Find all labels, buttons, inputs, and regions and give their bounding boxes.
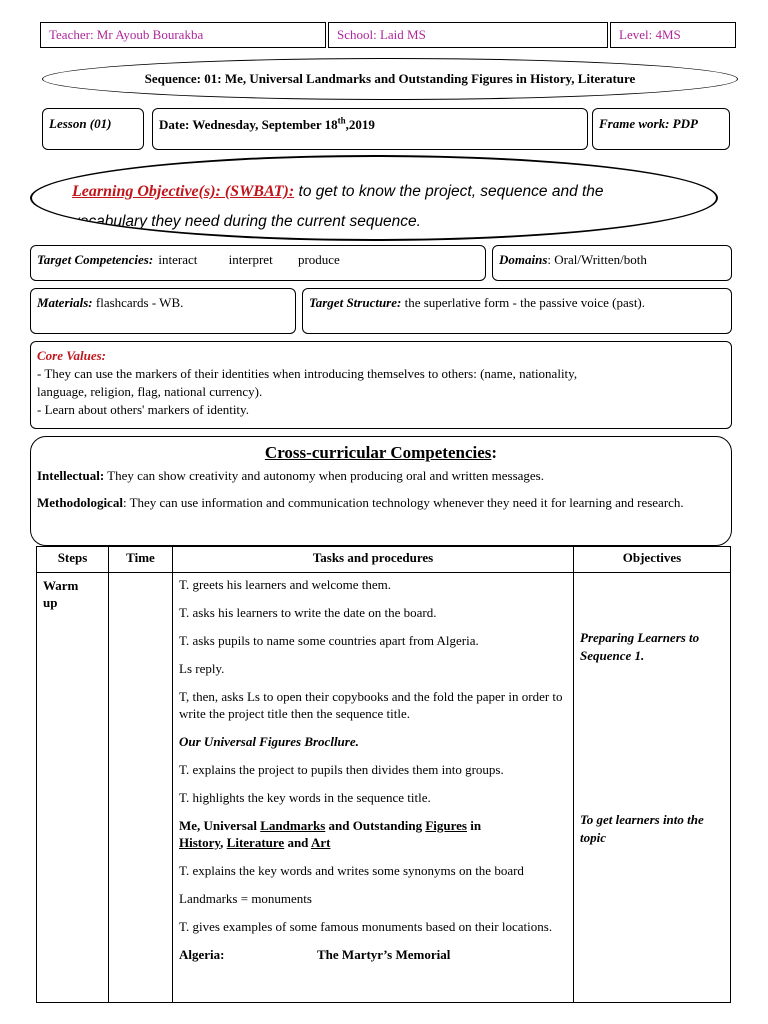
competencies-label: Target Competencies: <box>37 252 154 267</box>
title-keyword: History <box>179 835 221 850</box>
task-line: T. asks his learners to write the date on the board. <box>179 605 437 620</box>
teacher-cell <box>40 22 326 48</box>
example-line <box>173 946 573 963</box>
objective-item: Preparing Learners to Sequence 1. <box>580 630 700 663</box>
structure-box <box>302 288 732 334</box>
task-line: T. explains the project to pupils then divides them into groups. <box>179 762 504 777</box>
task-line: T, then, asks Ls to open their copybooks and the fold the paper in order to write the project title then the sequence title. <box>179 689 563 721</box>
sequence-title-line <box>173 817 573 851</box>
competency-interpret: interpret <box>228 252 273 267</box>
sequence-title: Sequence: 01: Me, Universal Landmarks and Outstanding Figures in History, Literature <box>144 71 636 86</box>
header-time: Time <box>109 547 173 573</box>
title-part: , <box>220 835 227 850</box>
task-line: Ls reply. <box>179 661 225 676</box>
table-header-row <box>37 547 731 573</box>
title-part: Me, Universal <box>179 818 261 833</box>
core-values-box <box>30 341 732 429</box>
task-line: T. gives examples of some famous monuments based on their locations. <box>179 919 553 934</box>
task-line: T. asks pupils to name some countries apart from Algeria. <box>179 633 479 648</box>
cross-title-text: Cross-curricular Competencies <box>264 443 492 462</box>
time-cell <box>109 573 173 1003</box>
competencies-box <box>30 245 486 281</box>
intellectual-text: They can show creativity and autonomy when producing oral and written messages. <box>104 468 544 483</box>
date-sup: th <box>337 116 346 126</box>
materials-box <box>30 288 296 334</box>
date-box <box>152 108 588 150</box>
methodological-label: Methodological <box>37 495 123 510</box>
framework-box <box>592 108 730 150</box>
school-cell <box>328 22 608 48</box>
task-line: Landmarks = monuments <box>179 891 312 906</box>
date-year: ,2019 <box>345 117 375 133</box>
task-line: T. highlights the key words in the sequence title. <box>179 790 431 805</box>
methodological-line <box>37 494 725 512</box>
title-keyword: Landmarks <box>260 818 326 833</box>
objective-label: Learning Objective(s): (SWBAT): <box>72 183 295 200</box>
materials-label: Materials: <box>37 295 93 310</box>
structure-label: Target Structure: <box>309 295 402 310</box>
cross-curricular-title <box>37 443 725 463</box>
level-text: Level: 4MS <box>619 27 681 42</box>
objectives-cell <box>574 573 731 1003</box>
cross-title-colon: : <box>491 443 498 462</box>
header-objectives: Objectives <box>574 547 731 573</box>
lesson-box <box>42 108 144 150</box>
task-line: T. greets his learners and welcome them. <box>179 577 392 592</box>
title-keyword: Figures <box>425 818 467 833</box>
teacher-text: Teacher: Mr Ayoub Bourakba <box>49 27 204 42</box>
example-monument: The Martyr’s Memorial <box>317 947 451 962</box>
objective-ellipse <box>30 155 718 241</box>
project-title: Our Universal Figures Brocllure. <box>179 734 359 749</box>
header-tasks: Tasks and procedures <box>173 547 574 573</box>
core-values-line: - They can use the markers of their identities when introducing themselves to others: (name, nationality, <box>37 366 578 381</box>
intellectual-label: Intellectual: <box>37 468 105 483</box>
task-line: T. explains the key words and writes some synonyms on the board <box>179 863 524 878</box>
cross-curricular-box <box>30 436 732 546</box>
table-row <box>37 573 731 1003</box>
objective-line2: vocabulary they need during the current sequence. <box>72 213 421 230</box>
materials-value: flashcards - WB. <box>92 295 184 310</box>
title-keyword: Literature <box>226 835 285 850</box>
domains-label: Domains <box>499 252 548 267</box>
procedure-table <box>36 546 731 1003</box>
intellectual-line <box>37 467 725 485</box>
title-part: in <box>467 818 482 833</box>
header-steps: Steps <box>37 547 109 573</box>
core-values-line: language, religion, flag, national currency). <box>37 384 263 399</box>
structure-value: the superlative form - the passive voice (past). <box>401 295 646 310</box>
step-cell <box>37 573 109 1003</box>
level-cell <box>610 22 736 48</box>
step-label: Warm up <box>43 578 79 610</box>
tasks-cell <box>173 573 574 1003</box>
objective-line1: to get to know the project, sequence and the <box>294 183 604 200</box>
date-text: Date: Wednesday, September 18 <box>159 117 338 133</box>
core-values-label: Core Values: <box>37 348 106 363</box>
objective-item: To get learners into the topic <box>580 812 704 845</box>
methodological-text: : They can use information and communication technology whenever they need it for learning and research. <box>122 495 684 510</box>
sequence-banner <box>42 58 738 100</box>
title-keyword: Art <box>310 835 331 850</box>
title-part: and Outstanding <box>325 818 426 833</box>
title-part: and <box>284 835 311 850</box>
domains-box <box>492 245 732 281</box>
domains-value: : Oral/Written/both <box>547 252 647 267</box>
core-values-line: - Learn about others' markers of identity. <box>37 402 249 417</box>
competency-produce: produce <box>297 252 340 267</box>
lesson-label: Lesson (01) <box>49 116 112 131</box>
example-country: Algeria: <box>179 947 225 962</box>
framework-label: Frame work: PDP <box>599 116 698 131</box>
competency-interact: interact <box>158 252 198 267</box>
school-text: School: Laid MS <box>337 27 426 42</box>
